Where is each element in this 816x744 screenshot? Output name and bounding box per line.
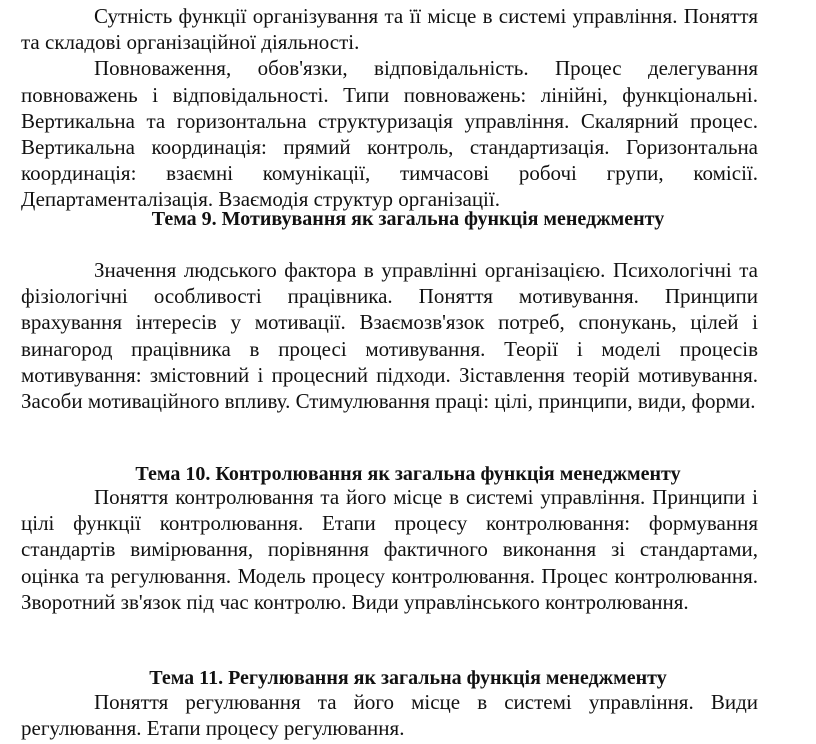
paragraph: Повноваження, обов'язки, відповідальність. Процес делегування повноважень і відповідальності. Типи повноважень: лінійні, функціональні. Вертикальна та горизонтальна структуризація управління. Скалярний процес. Вертикальна координація: прямий контроль, стандартизація. Горизонтальна координація: взаємні комунікації, тимчасові робочі групи, комісії. Департаменталізація. Взаємодія структур організації. — [21, 56, 758, 212]
section-8-body — [21, 3, 758, 213]
paragraph: Значення людського фактора в управлінні організацією. Психологічні та фізіологічні особливості працівника. Поняття мотивування. Принципи врахування інтересів у мотивації. Взаємозв'язок потреб, спонукань, цілей і винагород працівника в процесі мотивування. Теорії і моделі процесів мотивування: змістовний і процесний підходи. Зіставлення теорій мотивування. Засоби мотиваційного впливу. Стимулювання праці: цілі, принципи, види, форми. — [21, 258, 758, 414]
topic-10-heading: Тема 10. Контролювання як загальна функція менеджменту — [135, 463, 681, 485]
paragraph: Сутність функції організування та її місце в системі управління. Поняття та складові організаційної діяльності. — [21, 4, 758, 55]
topic-9-heading: Тема 9. Мотивування як загальна функція менеджменту — [151, 208, 665, 230]
topic-10-body — [21, 484, 758, 615]
topic-11-heading: Тема 11. Регулювання як загальна функція менеджменту — [149, 667, 667, 689]
paragraph: Поняття контролювання та його місце в системі управління. Принципи і цілі функції контролювання. Етапи процесу контролювання: формування стандартів вимірювання, порівняння фактичного виконання зі стандартами, оцінка та регулювання. Модель процесу контролювання. Процес контролювання. Зворотний зв'язок під час контролю. Види управлінського контролювання. — [21, 485, 758, 614]
paragraph: Поняття регулювання та його місце в системі управління. Види регулювання. Етапи процесу регулювання. — [21, 690, 758, 741]
topic-9-body — [21, 257, 758, 414]
topic-11-body — [21, 689, 758, 741]
